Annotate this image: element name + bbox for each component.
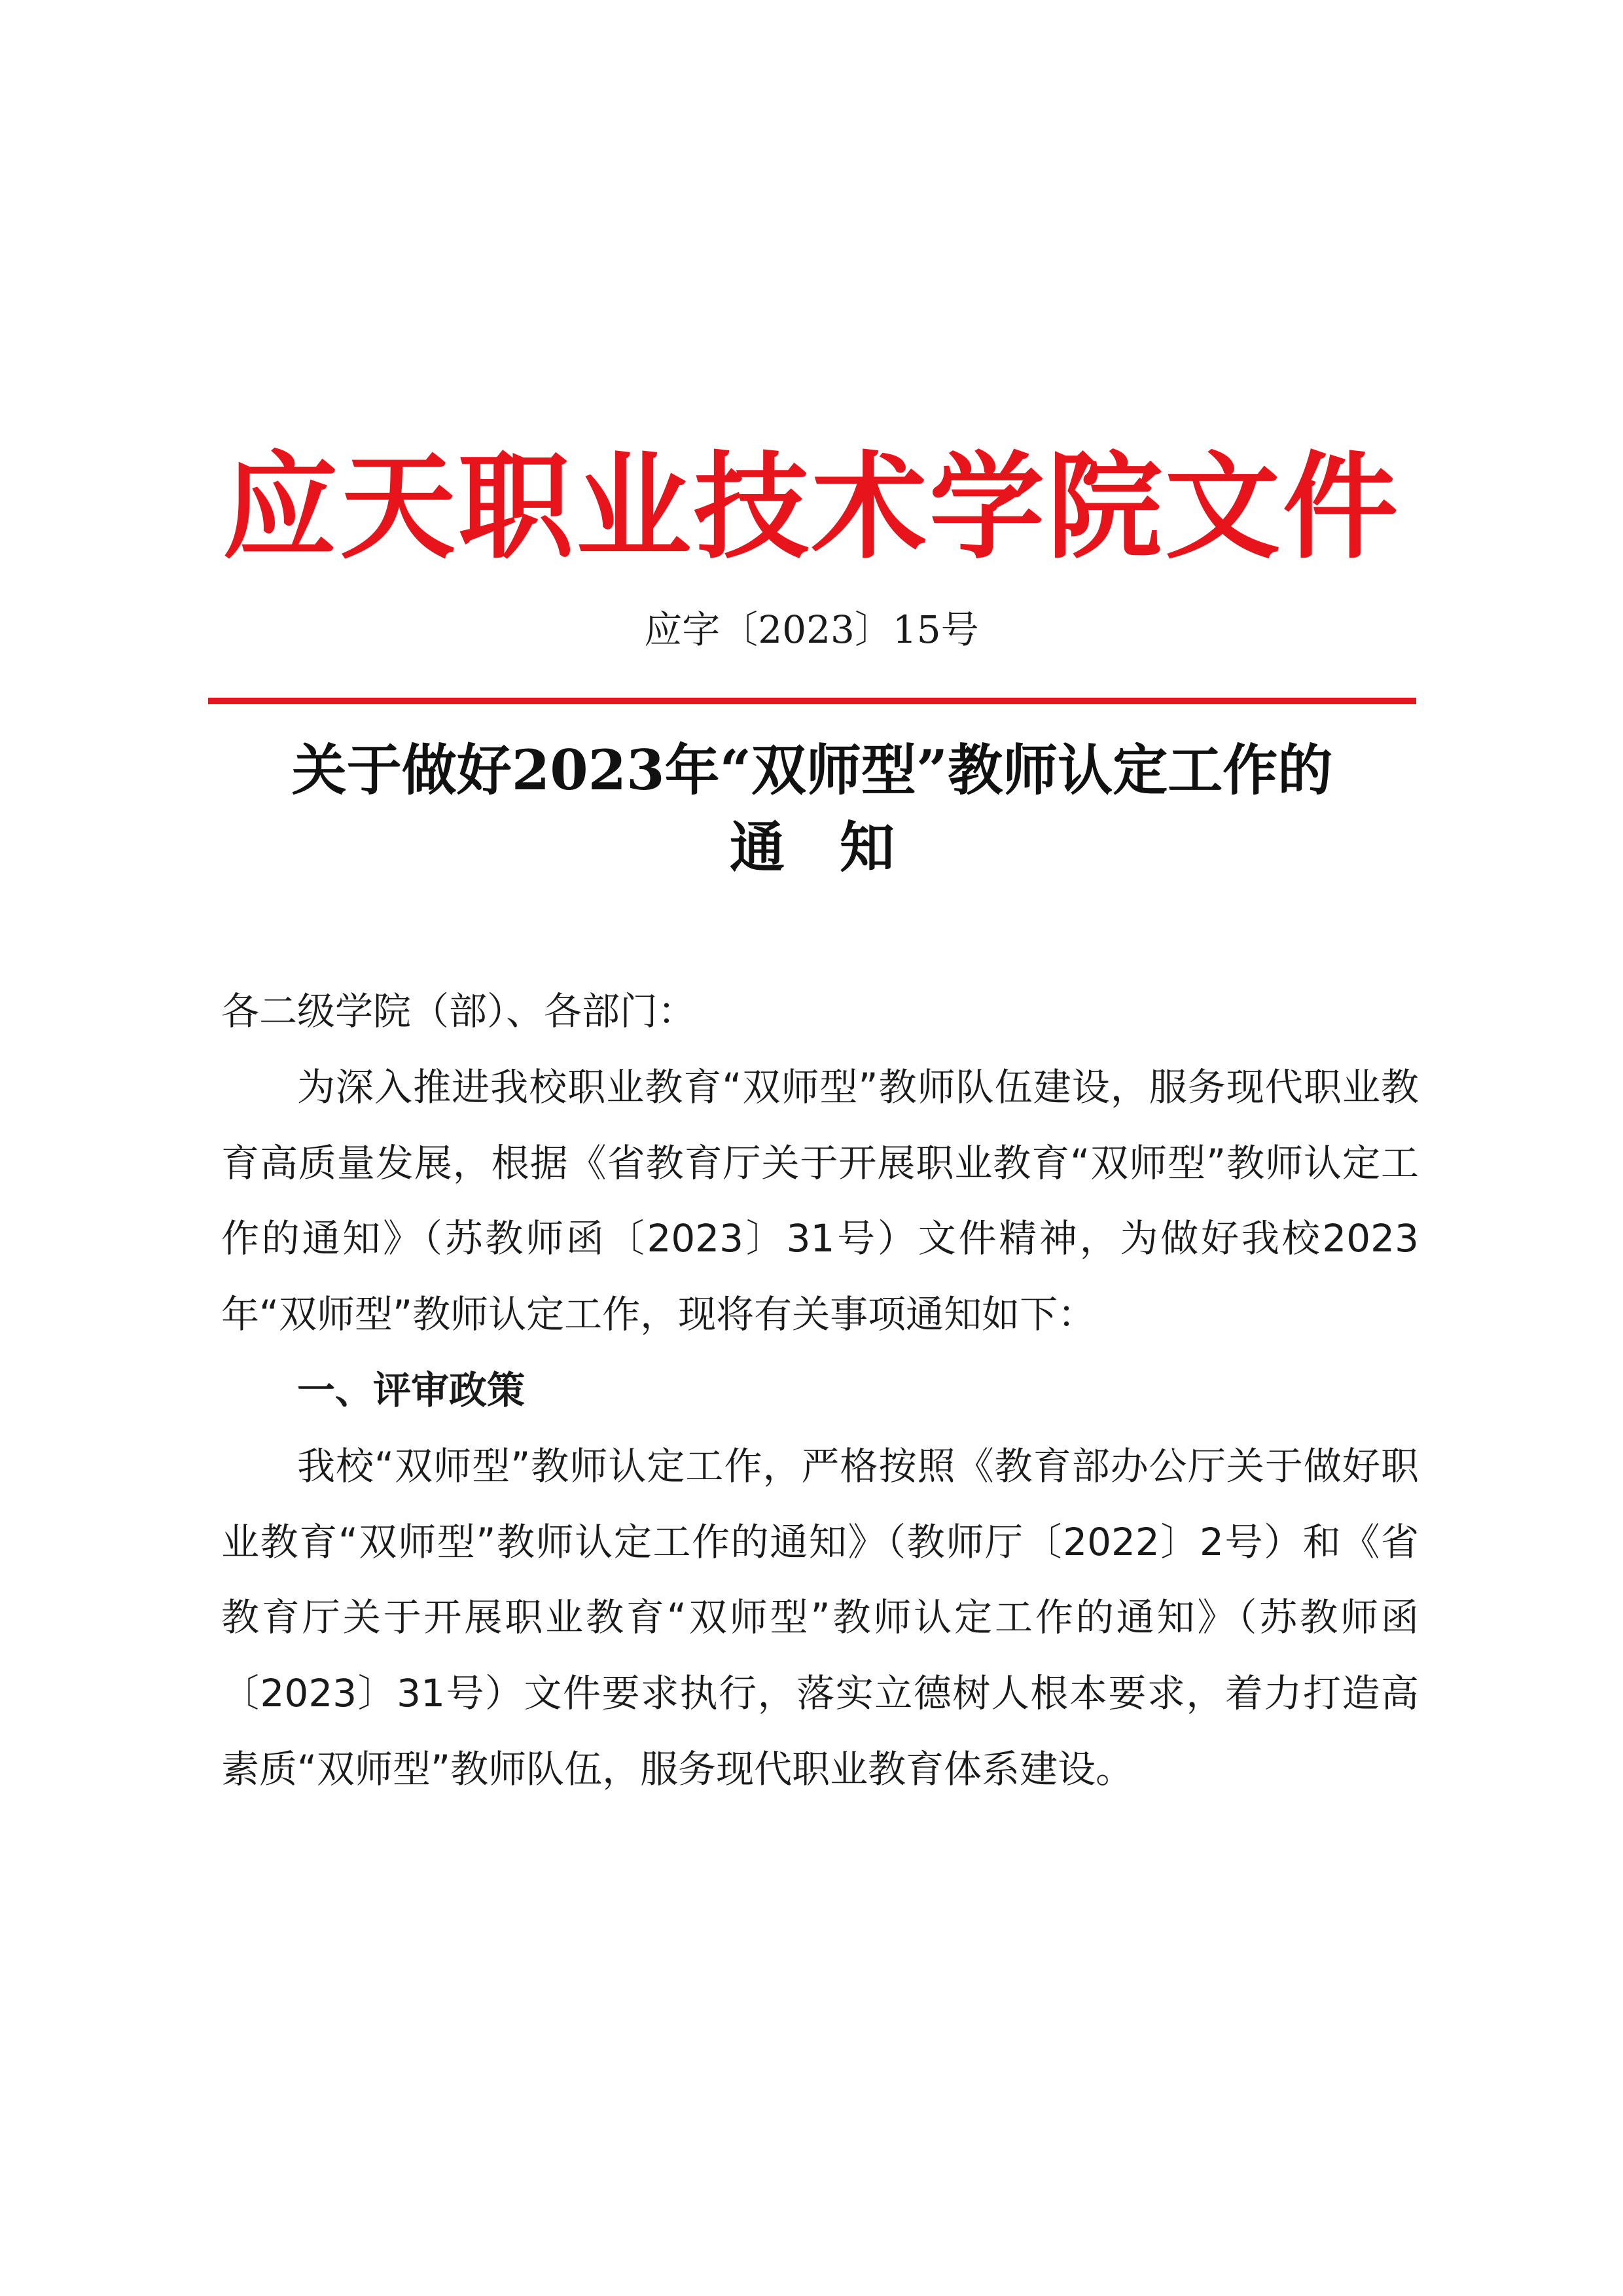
document-number: 应字〔2023〕15号 — [644, 607, 979, 652]
intro-paragraph: 为深入推进我校职业教育“双师型”教师队伍建设，服务现代职业教育高质量发展，根据《省教育厅关于开展职业教育“双师型”教师认定工作的通知》（苏教师函〔2023〕31号）文件精神，为做好我校2023年“双师型”教师认定工作，现将有关事项通知如下： — [221, 1064, 1419, 1337]
document-title-line-1: 关于做好2023年“双师型”教师认定工作的 — [291, 738, 1333, 802]
red-divider-line — [208, 698, 1416, 704]
section-heading-review-policy: 一、评审政策 — [297, 1367, 526, 1412]
document-title-line-2: 通 知 — [729, 815, 895, 880]
section-paragraph-review-policy: 我校“双师型”教师认定工作，严格按照《教育部办公厅关于做好职业教育“双师型”教师认定工作的通知》（教师厅〔2022〕2号）和《省教育厅关于开展职业教育“双师型”教师认定工作的通知》（苏教师函〔2023〕31号）文件要求执行，落实立德树人根本要求，着力打造高素质“双师型”教师队伍，服务现代职业教育体系建设。 — [221, 1443, 1419, 1791]
document-body — [221, 974, 1419, 1808]
issuer-masthead: 应天职业技术学院文件 — [222, 439, 1400, 575]
document-title — [208, 732, 1416, 886]
salutation: 各二级学院（部）、各部门： — [221, 989, 696, 1033]
